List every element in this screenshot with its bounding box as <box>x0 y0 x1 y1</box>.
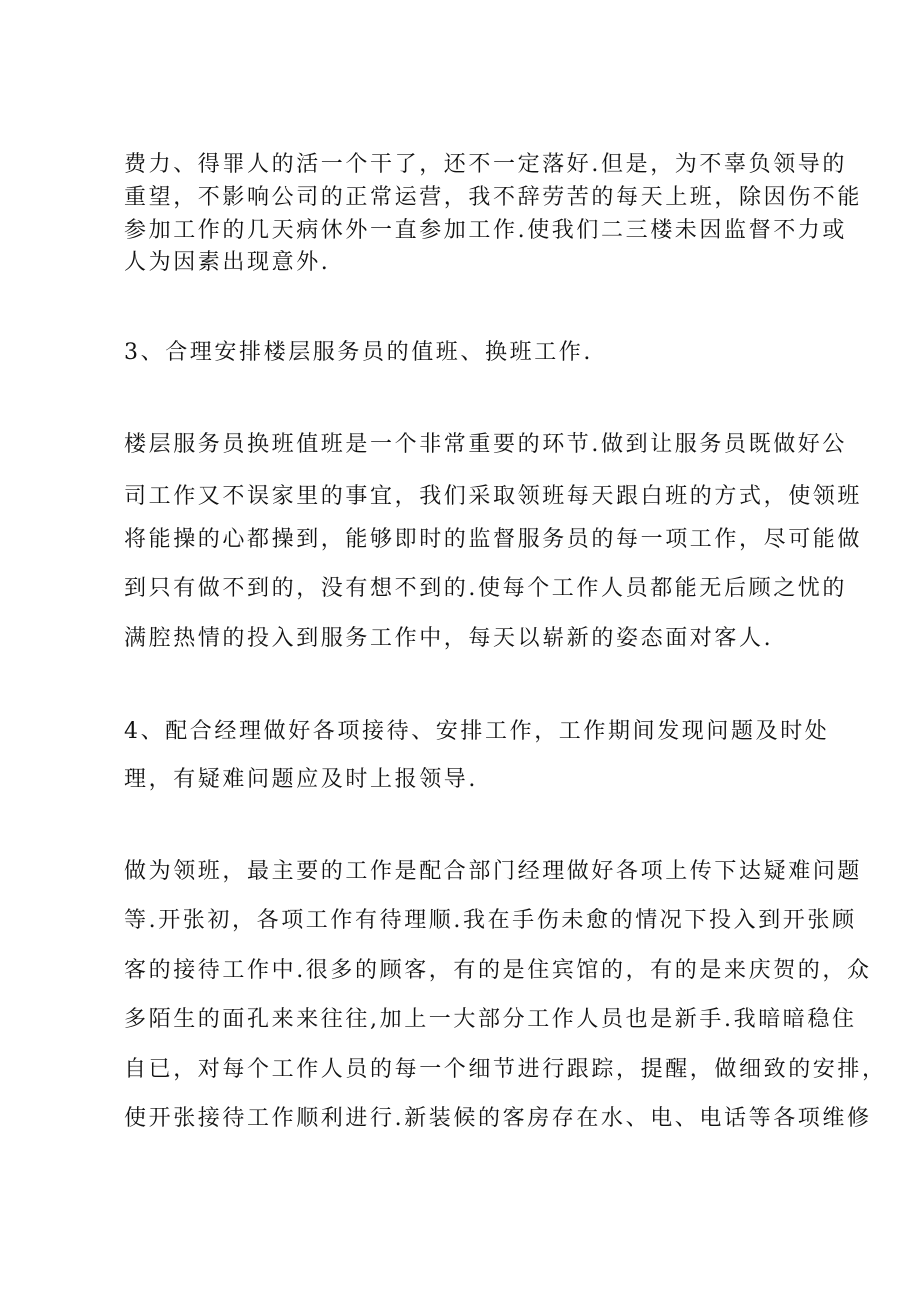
text-line-2: 重望，不影响公司的正常运营，我不辞劳苦的每天上班，除因伤不能 <box>124 185 863 210</box>
section-heading-3: 3、合理安排楼层服务员的值班、换班工作. <box>124 340 593 365</box>
text-line-18: 使开张接待工作顺利进行.新装候的客房存在水、电、电话等各项维修 <box>124 1106 872 1131</box>
text-line-9: 到只有做不到的，没有想不到的.使每个工作人员都能无后顾之忧的 <box>124 576 847 601</box>
text-line-7: 司工作又不误家里的事宜，我们采取领班每天跟白班的方式，使领班 <box>124 484 863 509</box>
text-line-15: 客的接待工作中.很多的顾客，有的是住宾馆的，有的是来庆贺的，众 <box>124 958 872 983</box>
text-line-4: 人为因素出现意外. <box>124 250 331 275</box>
text-line-14: 等.开张初，各项工作有待理顺.我在手伤未愈的情况下投入到开张顾 <box>124 908 857 933</box>
section-heading-4-cont: 理，有疑难问题应及时上报领导. <box>124 767 478 792</box>
text-line-8: 将能操的心都操到，能够即时的监督服务员的每一项工作，尽可能做 <box>124 527 863 552</box>
text-line-10: 满腔热情的投入到服务工作中，每天以崭新的姿态面对客人. <box>124 626 774 651</box>
text-line-1: 费力、得罪人的活一个干了，还不一定落好.但是，为不辜负领导的 <box>124 152 847 177</box>
section-heading-4: 4、配合经理做好各项接待、安排工作，工作期间发现问题及时处 <box>124 719 830 744</box>
text-line-13: 做为领班，最主要的工作是配合部门经理做好各项上传下达疑难问题 <box>124 859 863 884</box>
text-line-3: 参加工作的几天病休外一直参加工作.使我们二三楼未因监督不力或 <box>124 218 847 243</box>
text-line-6: 楼层服务员换班值班是一个非常重要的环节.做到让服务员既做好公 <box>124 432 847 457</box>
text-line-17: 自已，对每个工作人员的每一个细节进行跟踪，提醒，做细致的安排， <box>124 1057 887 1082</box>
text-line-16: 多陌生的面孔来来往往,加上一大部分工作人员也是新手.我暗暗稳住 <box>124 1007 857 1032</box>
